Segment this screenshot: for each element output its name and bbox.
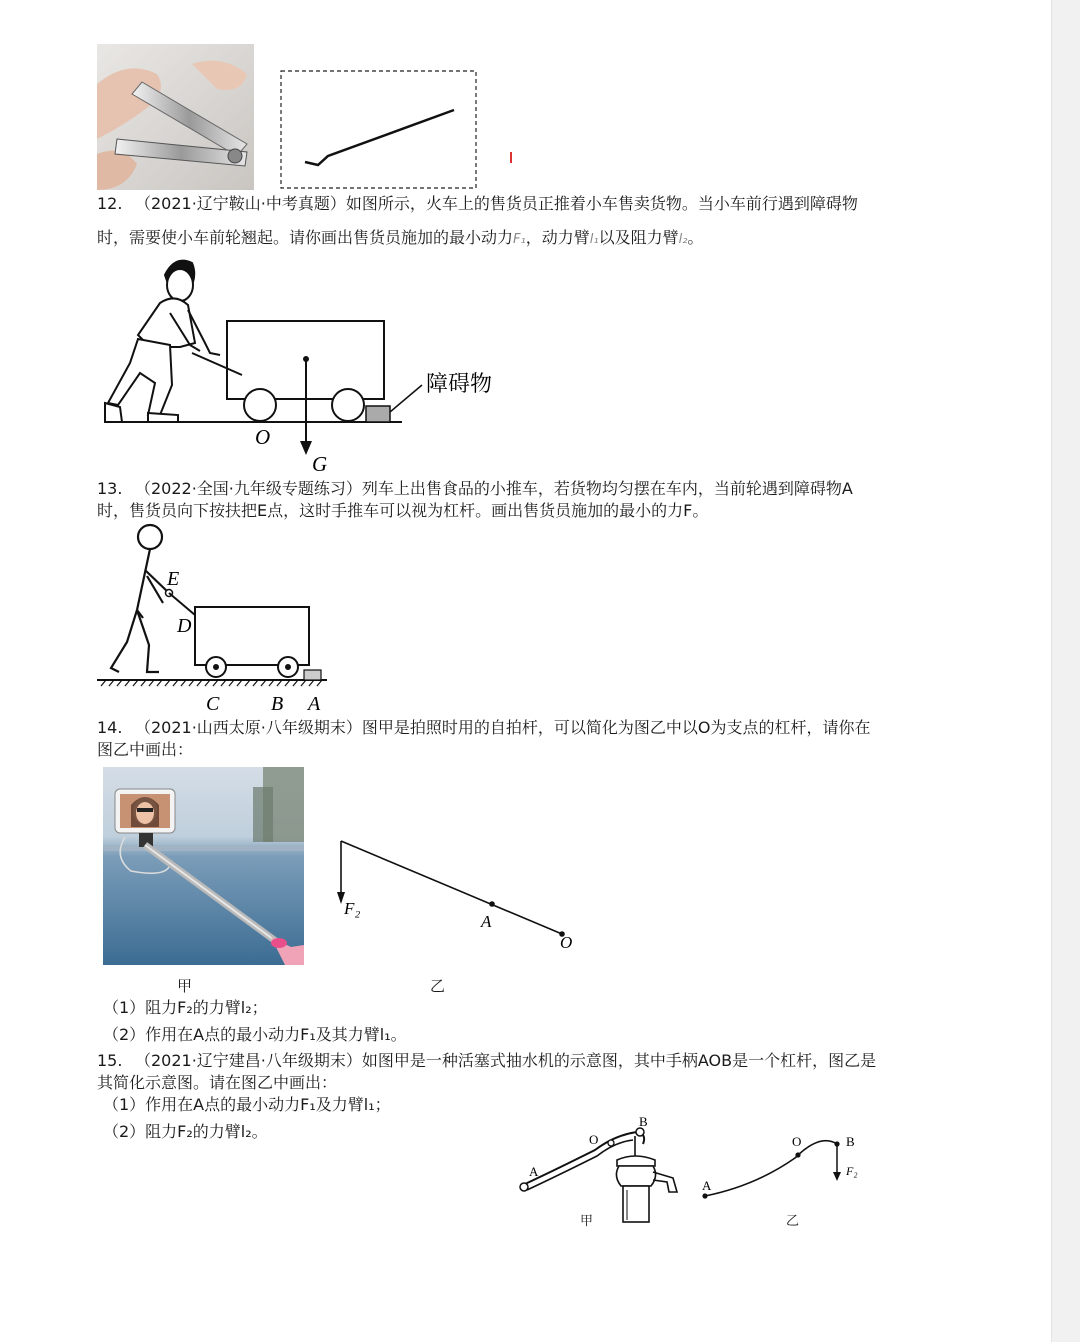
point-a-label: A [481,912,492,931]
gravity-label-g: G [312,452,328,476]
q14-line2: 图乙中画出： [97,740,194,759]
salesperson-figure [105,261,220,422]
q15-sub1: （1）作用在A点的最小动力F₁及力臂l₁； [103,1095,391,1114]
q13-line1: 13. （2022·全国·九年级专题练习）列车上出售食品的小推车，若货物均匀摆在车内，当前轮遇到障碍物A [97,479,853,498]
q14-caption-jia: 甲 [177,977,193,995]
lever-force-f2: F₂ [846,1164,858,1178]
q15-sub2: （2）阻力F₂的力臂l₂。 [103,1122,268,1141]
stray-mark [510,152,512,163]
pivot-label-o: O [255,425,271,449]
point-e-label: E [167,568,180,590]
point-b-label: B [271,693,284,715]
q15-caption-jia: 甲 [580,1214,594,1229]
q14-caption-yi: 乙 [430,977,446,995]
point-a-label: A [308,693,321,715]
q15-pump-figure [515,1110,690,1230]
q14-lever-diagram [330,830,590,960]
point-c-label: C [206,693,220,715]
pivot-o-label: O [560,933,573,952]
q12-line1: 12. （2021·辽宁鞍山·中考真题）如图所示，火车上的售货员正推着小车售卖货物。当小车前行遇到障碍物 [97,194,858,213]
pump-point-a: A [529,1164,539,1179]
clipper-lever-box [280,70,480,190]
q12-cart-figure [100,255,520,477]
q12-line2: 时，需要使小车前轮翘起。请你画出售货员施加的最小动力F₁，动力臂l₁以及阻力臂l₂。 [97,228,704,247]
nail-clipper-photo [97,44,254,190]
q13-handcart-figure [97,520,337,715]
lever-point-a: A [702,1178,712,1193]
q15-caption-yi: 乙 [786,1214,800,1229]
q14-sub2: （2）作用在A点的最小动力F₁及其力臂l₁。 [103,1025,407,1044]
pump-point-b: B [639,1114,648,1129]
selfie-stick-photo [103,767,304,965]
q14-line1: 14. （2021·山西太原·八年级期末）图甲是拍照时用的自拍杆，可以简化为图乙中以O为支点的杠杆，请你在 [97,718,871,737]
force-f2-label: F₂ [344,899,361,918]
point-d-label: D [177,615,192,637]
q14-sub1: （1）阻力F₂的力臂l₂； [103,998,268,1017]
q15-lever-diagram [695,1128,875,1208]
q15-line2: 其简化示意图。请在图乙中画出： [97,1073,338,1092]
lever-point-o: O [792,1134,802,1149]
pump-point-o: O [589,1132,599,1147]
obstacle-label: 障碍物 [426,372,493,397]
q15-line1: 15. （2021·辽宁建昌·八年级期末）如图甲是一种活塞式抽水机的示意图，其中手柄AOB是一个杠杆，图乙是 [97,1051,877,1070]
scrollbar-track[interactable] [1051,0,1080,1342]
lever-point-b: B [846,1134,855,1149]
q13-line2: 时，售货员向下按扶把E点，这时手推车可以视为杠杆。画出售货员施加的最小的力F。 [97,501,709,520]
